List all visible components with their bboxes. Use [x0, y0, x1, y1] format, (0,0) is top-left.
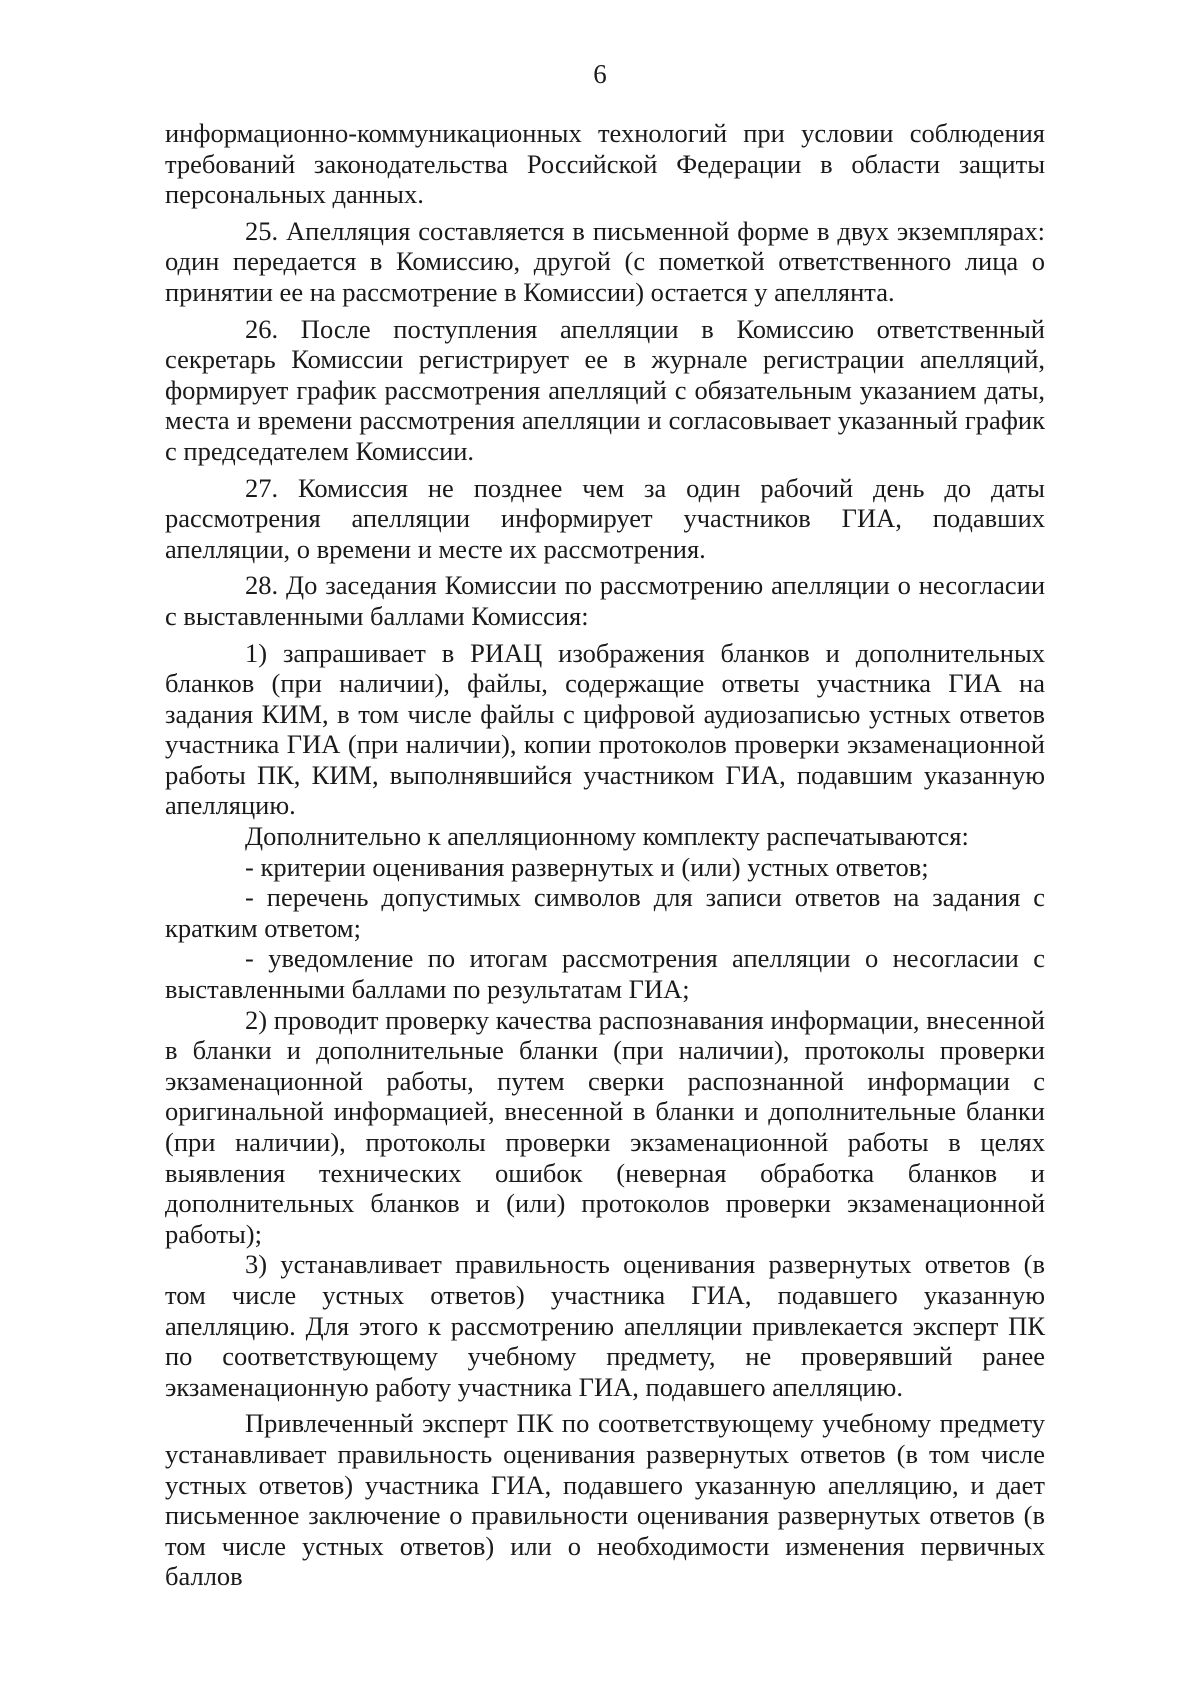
- list-item-criteria: - критерии оценивания развернутых и (или) устных ответов;: [245, 851, 929, 882]
- paragraph-item-27: 27. Комиссия не позднее чем за один рабочий день до даты рассмотрения апелляции информирует участников ГИА, подавших апелляции, о времени и месте их рассмотрения.: [165, 472, 1045, 564]
- subitem-1: 1) запрашивает в РИАЦ изображения бланков и дополнительных бланков (при наличии), файлы, содержащие ответы участника ГИА на задания КИМ, в том числе файлы с цифровой аудиозаписью устных ответов участника ГИА (при наличии), копии протоколов проверки экзаменационной работы ПК, КИМ, выполнявшийся участником ГИА, подавшим указанную апелляцию.: [165, 637, 1045, 821]
- subitem-3: 3) устанавливает правильность оценивания развернутых ответов (в том числе устных ответов) участника ГИА, подавшего указанную апелляцию. Для этого к рассмотрению апелляции привлекается эксперт ПК по соответствующему учебному предмету, не проверявший ранее экзаменационную работу участника ГИА, подавшего апелляцию.: [165, 1249, 1045, 1402]
- subitem-2: 2) проводит проверку качества распознавания информации, внесенной в бланки и дополнительные бланки (при наличии), протоколы проверки экзаменационной работы, путем сверки распознанной информации с оригинальной информацией, внесенной в бланки и дополнительные бланки (при наличии), протоколы проверки экзаменационной работы в целях выявления технических ошибок (неверная обработка бланков и дополнительных бланков и (или) протоколов проверки экзаменационной работы);: [165, 1004, 1045, 1249]
- paragraph-item-25: 25. Апелляция составляется в письменной форме в двух экземплярах: один передается в Комиссию, другой (с пометкой ответственного лица о принятии ее на рассмотрение в Комиссии) остается у апеллянта.: [165, 215, 1045, 307]
- paragraph-expert: Привлеченный эксперт ПК по соответствующему учебному предмету устанавливает правильность оценивания развернутых ответов (в том числе устных ответов) участника ГИА, подавшего указанную апелляцию, и дает письменное заключение о правильности оценивания развернутых ответов (в том числе устных ответов) или о необходимости изменения первичных баллов: [165, 1408, 1045, 1592]
- list-item-symbols: - перечень допустимых символов для записи ответов на задания с кратким ответом;: [165, 882, 1045, 943]
- list-item-notification: - уведомление по итогам рассмотрения апелляции о несогласии с выставленными баллами по результатам ГИА;: [165, 943, 1045, 1005]
- paragraph-item-26: 26. После поступления апелляции в Комиссию ответственный секретарь Комиссии регистрирует ее в журнале регистрации апелляций, формирует график рассмотрения апелляций с обязательным указанием даты, места и времени рассмотрения апелляции и согласовывает указанный график с председателем Комиссии.: [165, 313, 1045, 466]
- paragraph-continuation: информационно-коммуникационных технологий при условии соблюдения требований законодательства Российской Федерации в области защиты персональных данных.: [165, 118, 1045, 210]
- document-body: [165, 118, 1045, 1592]
- paragraph-item-28: 28. До заседания Комиссии по рассмотрению апелляции о несогласии с выставленными баллами Комиссия:: [165, 570, 1045, 631]
- paragraph-additional-kit: Дополнительно к апелляционному комплекту распечатываются:: [245, 821, 969, 852]
- page-number: 6: [593, 59, 607, 89]
